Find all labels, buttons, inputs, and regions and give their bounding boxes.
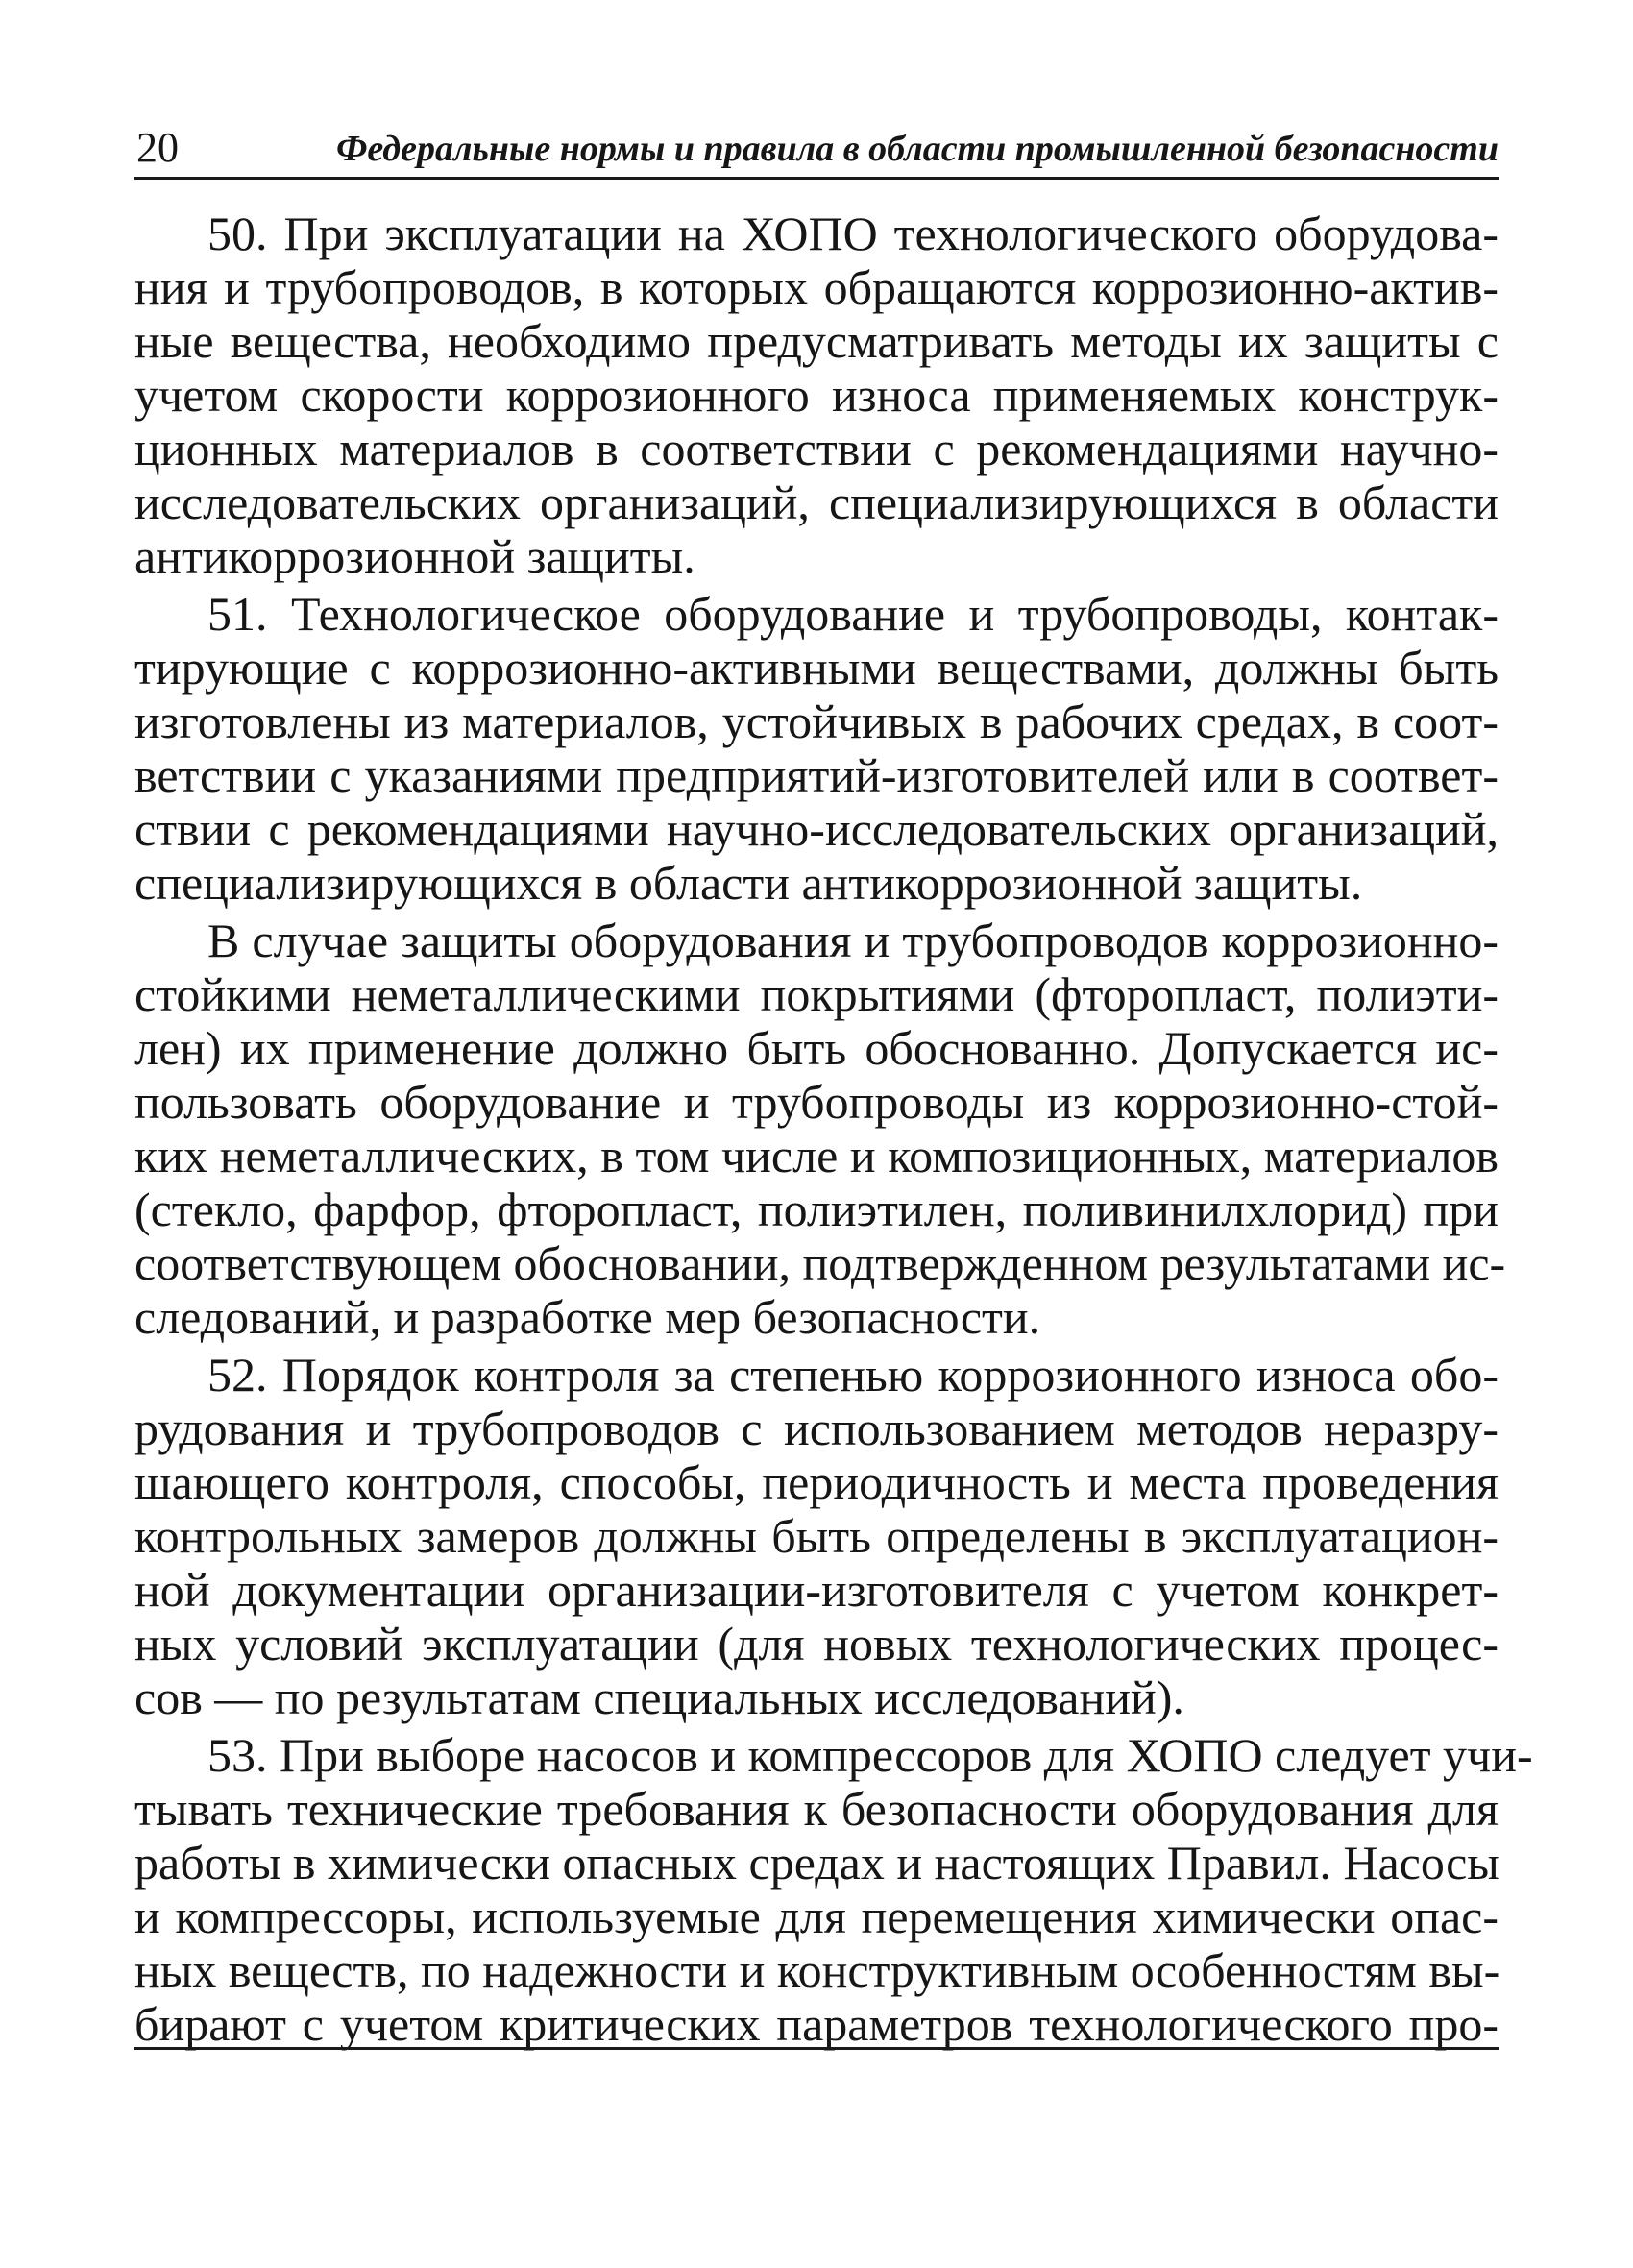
paragraph-51 xyxy=(134,587,1499,910)
text-line: тирующие с коррозионно-активными веществами, должны быть xyxy=(134,641,1499,695)
header-title: Федеральные нормы и правила в области промышленной безопасности xyxy=(336,129,1499,169)
text-line: контрольных замеров должны быть определены в эксплуатацион- xyxy=(134,1509,1499,1563)
text-line: пользовать оборудование и трубопроводы из коррозионно-стой- xyxy=(134,1075,1499,1129)
text-line: 50. При эксплуатации на ХОПО технологического оборудова- xyxy=(207,207,1499,260)
text-line: ных веществ, по надежности и конструктивным особенностям вы- xyxy=(134,1943,1500,1997)
text-line: работы в химически опасных средах и настоящих Правил. Насосы xyxy=(134,1836,1499,1890)
text-line: бирают с учетом критических параметров технологического про- xyxy=(134,1997,1499,2051)
text-line: стойкими неметаллическими покрытиями (фторопласт, полиэти- xyxy=(134,967,1499,1021)
paragraph-52 xyxy=(134,1348,1499,1724)
text-line: специализирующихся в области антикоррозионной защиты. xyxy=(134,856,1363,910)
footer-rule xyxy=(134,2047,1499,2050)
text-line: следований, и разработке мер безопасности. xyxy=(134,1290,1041,1344)
text-line: ционных материалов в соответствии с рекомендациями научно- xyxy=(134,422,1499,476)
text-line: ных условий эксплуатации (для новых технологических процес- xyxy=(134,1617,1499,1671)
text-line: ствии с рекомендациями научно-исследовательских организаций, xyxy=(134,802,1499,856)
text-line: 53. При выборе насосов и компрессоров для ХОПО следует учи- xyxy=(207,1728,1533,1782)
text-line: антикоррозионной защиты. xyxy=(134,529,695,583)
text-line: рудования и трубопроводов с использованием методов неразру- xyxy=(134,1402,1499,1455)
paragraph-50 xyxy=(134,207,1499,583)
text-line: исследовательских организаций, специализирующихся в области xyxy=(134,476,1499,529)
text-line: ких неметаллических, в том числе и композиционных, материалов xyxy=(134,1129,1499,1183)
text-line: учетом скорости коррозионного износа применяемых конструк- xyxy=(134,368,1499,422)
text-line: 51. Технологическое оборудование и трубопроводы, контак- xyxy=(207,587,1499,641)
text-line: соответствующем обосновании, подтвержденном результатами ис- xyxy=(134,1236,1506,1290)
text-line: сов — по результатам специальных исследований). xyxy=(134,1671,1184,1724)
text-line: тывать технические требования к безопасности оборудования для xyxy=(134,1782,1499,1836)
text-line: 52. Порядок контроля за степенью коррозионного износа обо- xyxy=(207,1348,1499,1402)
text-line: ния и трубопроводов, в которых обращаются коррозионно-актив- xyxy=(134,260,1499,314)
running-header xyxy=(134,123,1499,180)
text-line: лен) их применение должно быть обоснованно. Допускается ис- xyxy=(134,1021,1499,1075)
paragraph-53 xyxy=(134,1728,1533,2051)
body-text xyxy=(134,207,1533,2051)
text-line: изготовлены из материалов, устойчивых в рабочих средах, в соот- xyxy=(134,695,1499,748)
text-line: В случае защиты оборудования и трубопроводов коррозионно- xyxy=(207,914,1499,967)
text-line: ветствии с указаниями предприятий-изготовителей или в соответ- xyxy=(134,748,1499,802)
text-line: и компрессоры, используемые для перемещения химически опас- xyxy=(134,1890,1499,1943)
text-line: шающего контроля, способы, периодичность и места проведения xyxy=(134,1455,1499,1509)
text-line: ной документации организации-изготовителя с учетом конкрет- xyxy=(134,1563,1499,1617)
paragraph-51-continuation xyxy=(134,914,1506,1344)
text-line: (стекло, фарфор, фторопласт, полиэтилен, поливинилхлорид) при xyxy=(134,1183,1499,1236)
text-line: ные вещества, необходимо предусматривать методы их защиты с xyxy=(134,314,1499,368)
page-number: 20 xyxy=(136,124,179,171)
